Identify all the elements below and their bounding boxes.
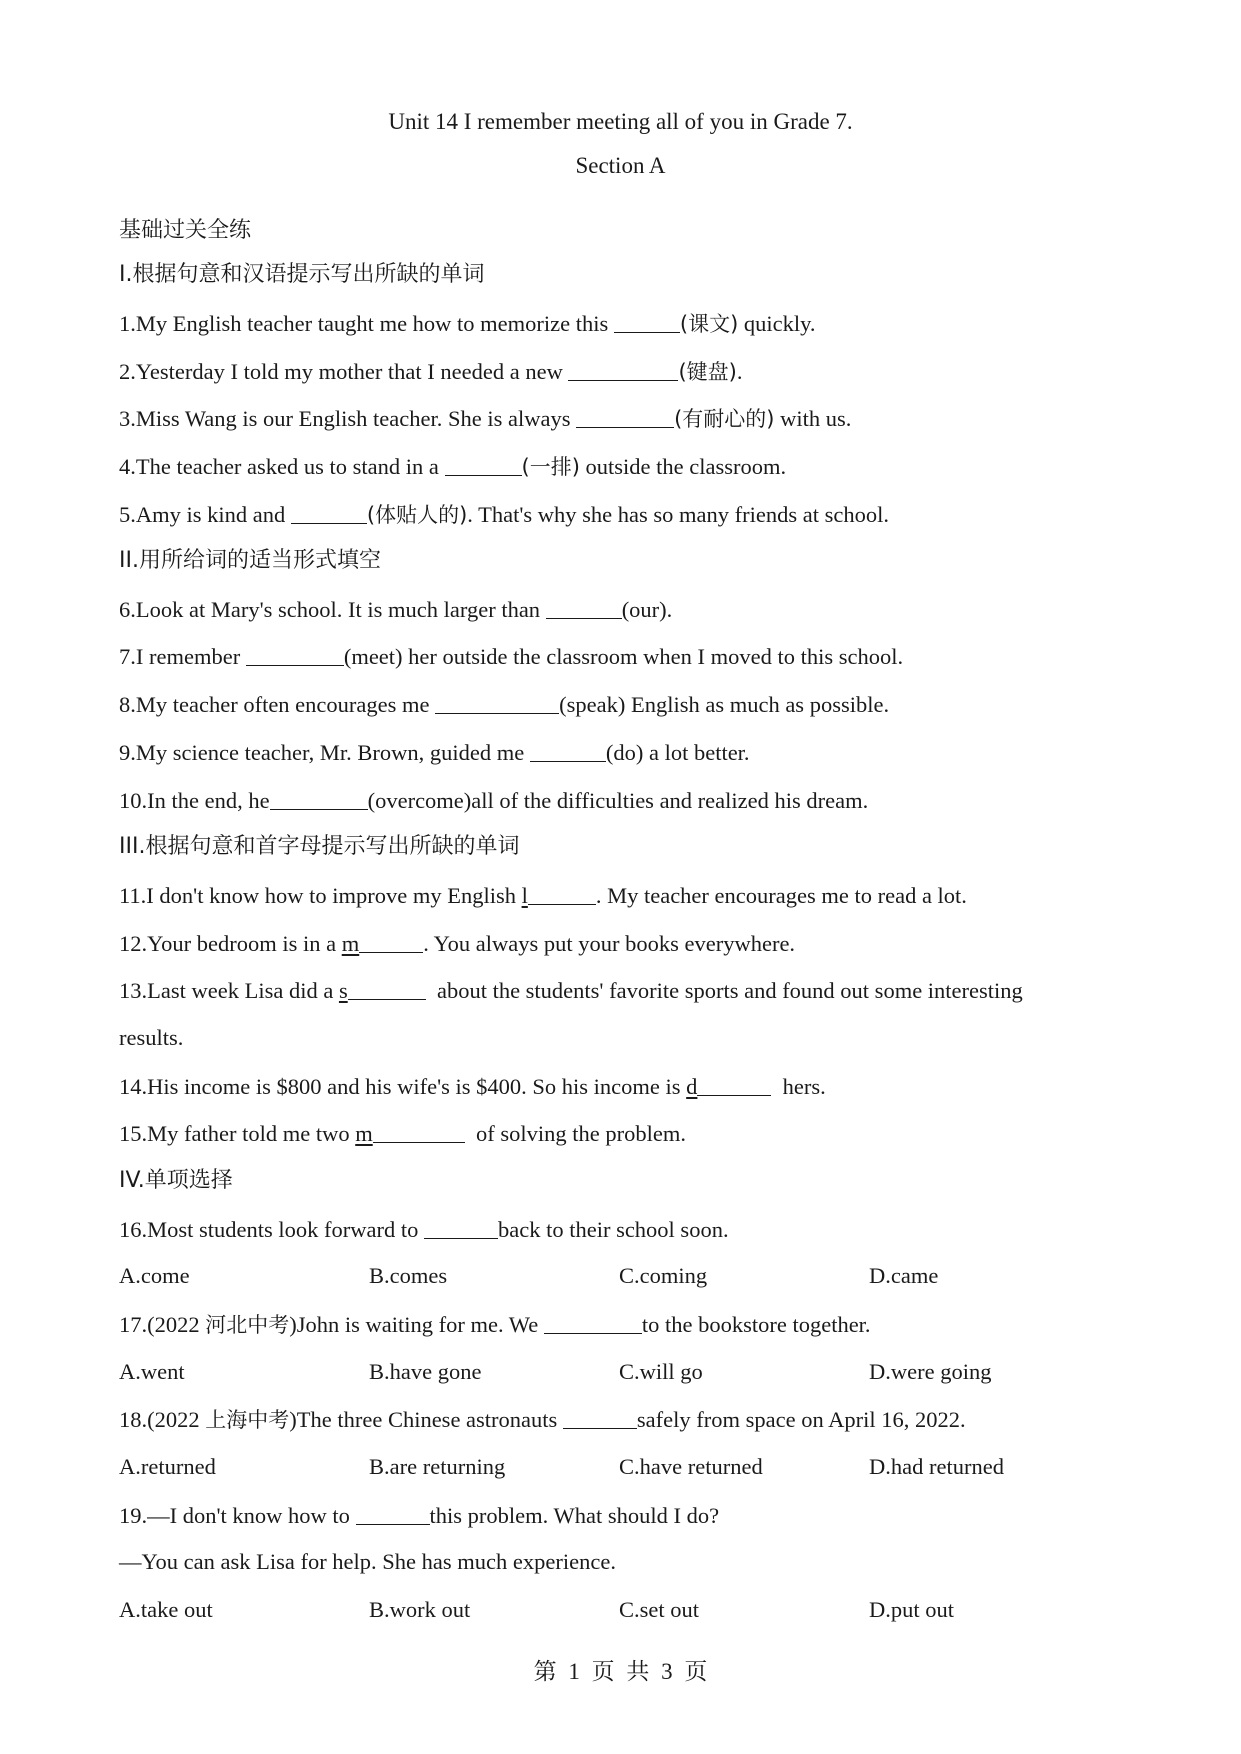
option-a[interactable]: A.come bbox=[119, 1263, 190, 1288]
section-title: Section A bbox=[575, 153, 666, 178]
option-d[interactable]: D.were going bbox=[869, 1359, 992, 1384]
answer-blank[interactable] bbox=[568, 360, 678, 381]
initial-letter-hint: s bbox=[338, 978, 348, 1003]
part4-heading: IV.单项选择 bbox=[119, 1168, 233, 1193]
question-3: 3.Miss Wang is our English teacher. She is always (有耐心的) with us. bbox=[119, 406, 852, 431]
option-b[interactable]: B.comes bbox=[369, 1263, 448, 1288]
option-c[interactable]: C.have returned bbox=[619, 1454, 763, 1479]
exam-source: 上海中考 bbox=[205, 1408, 290, 1432]
question-13-continued: results. bbox=[119, 1025, 184, 1050]
question-10: 10.In the end, he (overcome)all of the difficulties and realized his dream. bbox=[119, 788, 869, 813]
option-c[interactable]: C.will go bbox=[619, 1359, 703, 1384]
answer-blank[interactable] bbox=[435, 693, 559, 714]
question-11: 11.I don't know how to improve my English l . My teacher encourages me to read a lot. bbox=[119, 883, 967, 908]
question-14: 14.His income is $800 and his wife's is $400. So his income is d hers. bbox=[119, 1074, 826, 1099]
option-c[interactable]: C.coming bbox=[619, 1263, 708, 1288]
answer-blank[interactable] bbox=[359, 932, 423, 953]
question-7: 7.I remember (meet) her outside the classroom when I moved to this school. bbox=[119, 644, 904, 669]
answer-blank[interactable] bbox=[614, 312, 680, 333]
question-19-reply: —You can ask Lisa for help. She has much experience. bbox=[119, 1549, 616, 1574]
option-a[interactable]: A.went bbox=[119, 1359, 185, 1384]
page-footer: 第 1 页 共 3 页 bbox=[533, 1659, 708, 1684]
initial-letter-hint: d bbox=[686, 1074, 698, 1099]
practice-heading: 基础过关全练 bbox=[119, 218, 252, 243]
option-d[interactable]: D.had returned bbox=[869, 1454, 1004, 1479]
question-16: 16.Most students look forward to back to their school soon. bbox=[119, 1217, 729, 1242]
option-b[interactable]: B.have gone bbox=[369, 1359, 482, 1384]
option-a[interactable]: A.returned bbox=[119, 1454, 216, 1479]
answer-blank[interactable] bbox=[563, 1408, 637, 1429]
initial-letter-hint: l bbox=[521, 883, 528, 908]
answer-blank[interactable] bbox=[356, 1504, 430, 1525]
question-2: 2.Yesterday I told my mother that I needed a new (键盘). bbox=[119, 359, 743, 384]
answer-blank[interactable] bbox=[530, 741, 606, 762]
question-13: 13.Last week Lisa did a s about the students' favorite sports and found out some interesting bbox=[119, 978, 1023, 1003]
answer-blank[interactable] bbox=[270, 789, 368, 810]
question-9: 9.My science teacher, Mr. Brown, guided me (do) a lot better. bbox=[119, 740, 750, 765]
part2-heading: II.用所给词的适当形式填空 bbox=[119, 548, 381, 573]
question-18: 18.(2022 上海中考)The three Chinese astronauts safely from space on April 16, 2022. bbox=[119, 1407, 966, 1432]
part3-heading: III.根据句意和首字母提示写出所缺的单词 bbox=[119, 834, 520, 859]
option-a[interactable]: A.take out bbox=[119, 1597, 213, 1622]
answer-blank[interactable] bbox=[291, 503, 367, 524]
answer-blank[interactable] bbox=[697, 1075, 771, 1096]
initial-letter-hint: m bbox=[355, 1121, 373, 1146]
unit-title: Unit 14 I remember meeting all of you in Grade 7. bbox=[388, 109, 853, 134]
answer-blank[interactable] bbox=[546, 598, 622, 619]
question-6: 6.Look at Mary's school. It is much larger than (our). bbox=[119, 597, 673, 622]
question-1: 1.My English teacher taught me how to memorize this (课文) quickly. bbox=[119, 311, 816, 336]
option-c[interactable]: C.set out bbox=[619, 1597, 700, 1622]
answer-blank[interactable] bbox=[424, 1218, 498, 1239]
answer-blank[interactable] bbox=[246, 645, 344, 666]
part1-heading: I.根据句意和汉语提示写出所缺的单词 bbox=[119, 262, 485, 287]
question-19: 19.—I don't know how to this problem. What should I do? bbox=[119, 1503, 720, 1528]
question-8: 8.My teacher often encourages me (speak) English as much as possible. bbox=[119, 692, 890, 717]
question-17: 17.(2022 河北中考)John is waiting for me. We to the bookstore together. bbox=[119, 1312, 871, 1337]
question-15: 15.My father told me two m of solving the problem. bbox=[119, 1121, 686, 1146]
answer-blank[interactable] bbox=[544, 1313, 642, 1334]
question-4: 4.The teacher asked us to stand in a (一排) outside the classroom. bbox=[119, 454, 787, 479]
answer-blank[interactable] bbox=[373, 1122, 465, 1143]
question-12: 12.Your bedroom is in a m . You always put your books everywhere. bbox=[119, 931, 796, 956]
option-d[interactable]: D.put out bbox=[869, 1597, 955, 1622]
question-5: 5.Amy is kind and (体贴人的). That's why she has so many friends at school. bbox=[119, 502, 889, 527]
answer-blank[interactable] bbox=[528, 884, 596, 905]
option-d[interactable]: D.came bbox=[869, 1263, 939, 1288]
answer-blank[interactable] bbox=[348, 979, 426, 1000]
exam-source: 河北中考 bbox=[205, 1313, 290, 1337]
option-b[interactable]: B.work out bbox=[369, 1597, 471, 1622]
initial-letter-hint: m bbox=[341, 931, 360, 956]
option-b[interactable]: B.are returning bbox=[369, 1454, 506, 1479]
answer-blank[interactable] bbox=[576, 407, 674, 428]
answer-blank[interactable] bbox=[445, 455, 522, 476]
